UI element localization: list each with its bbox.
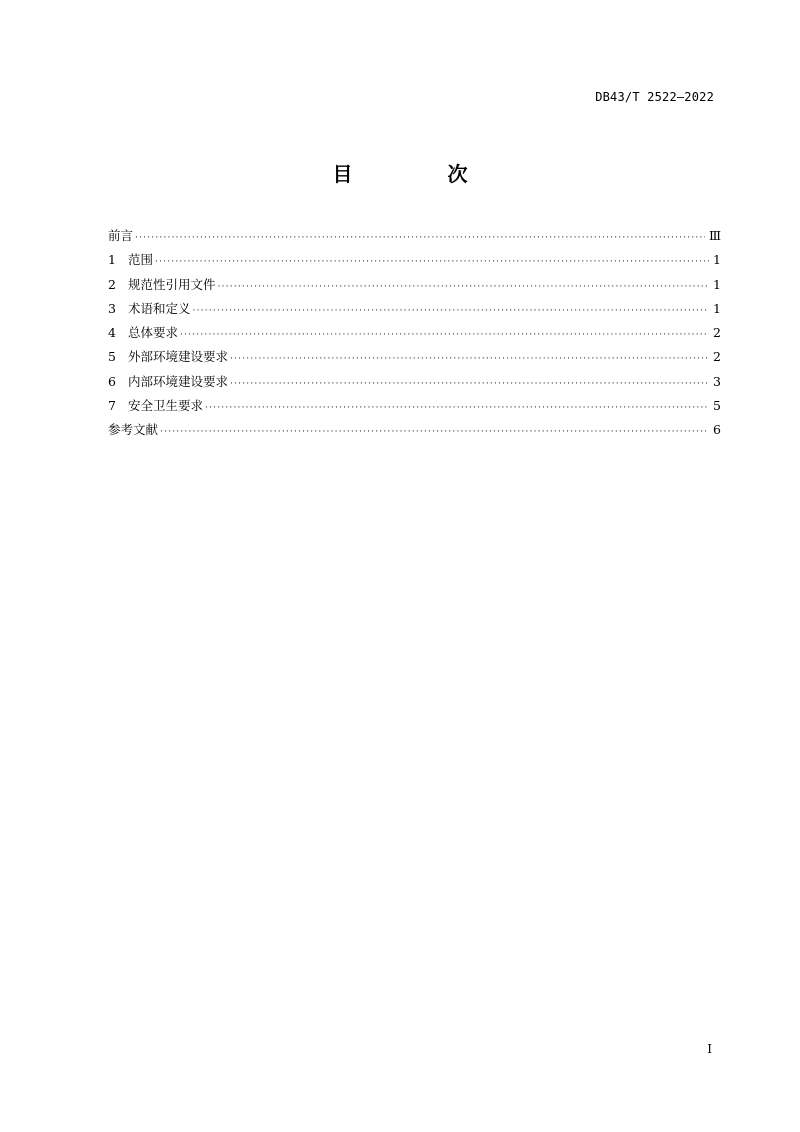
toc-dot-leader [230, 349, 709, 369]
toc-dot-leader [205, 398, 709, 418]
toc-entry-label: 范围 [128, 252, 154, 268]
toc-entry-label: 参考文献 [108, 422, 159, 438]
toc-dot-leader [230, 374, 709, 394]
document-code: DB43/T 2522—2022 [595, 90, 714, 104]
toc-entry-label: 规范性引用文件 [128, 276, 216, 292]
toc-entry-label: 前言 [108, 228, 134, 243]
toc-entry-internal-environment[interactable] [108, 372, 721, 396]
toc-entry-number: 2 [108, 276, 116, 292]
toc-entry-page: 2 [713, 349, 721, 365]
toc-entry-bibliography[interactable] [108, 420, 721, 444]
toc-entry-page: 3 [713, 373, 721, 389]
page-title: 目 次 [332, 162, 512, 186]
toc-entry-number: 6 [108, 373, 116, 389]
toc-entry-label: 安全卫生要求 [128, 398, 204, 414]
toc-dot-leader [180, 325, 709, 345]
toc-dot-leader [135, 228, 705, 248]
toc-entry-page: 6 [713, 422, 721, 438]
toc-dot-leader [218, 277, 709, 297]
page-number: I [707, 1042, 712, 1056]
toc-entry-number: 1 [108, 252, 116, 268]
toc-entry-page: 5 [713, 398, 721, 414]
toc-entry-page: 1 [713, 276, 721, 292]
toc-entry-general-requirements[interactable] [108, 323, 721, 347]
toc-entry-external-environment[interactable] [108, 347, 721, 371]
toc-entry-number: 3 [108, 300, 116, 316]
toc-entry-page: 1 [713, 252, 721, 268]
toc-entry-label: 内部环境建设要求 [128, 373, 229, 389]
toc-entry-normative-references[interactable] [108, 275, 721, 299]
toc-entry-number: 4 [108, 325, 116, 341]
toc-dot-leader [193, 301, 709, 321]
toc-entry-terms-definitions[interactable] [108, 299, 721, 323]
toc-entry-number: 7 [108, 398, 116, 414]
table-of-contents [108, 226, 721, 445]
toc-dot-leader [160, 422, 709, 442]
toc-entry-page: 2 [713, 325, 721, 341]
toc-entry-label: 总体要求 [128, 325, 179, 341]
toc-entry-label: 术语和定义 [128, 300, 191, 316]
toc-dot-leader [155, 252, 709, 272]
toc-entry-preface[interactable] [108, 226, 721, 250]
toc-entry-label: 外部环境建设要求 [128, 349, 229, 365]
toc-entry-scope[interactable] [108, 250, 721, 274]
toc-entry-safety-hygiene[interactable] [108, 396, 721, 420]
toc-entry-page: Ⅲ [708, 228, 721, 243]
toc-entry-page: 1 [713, 300, 721, 316]
toc-entry-number: 5 [108, 349, 116, 365]
